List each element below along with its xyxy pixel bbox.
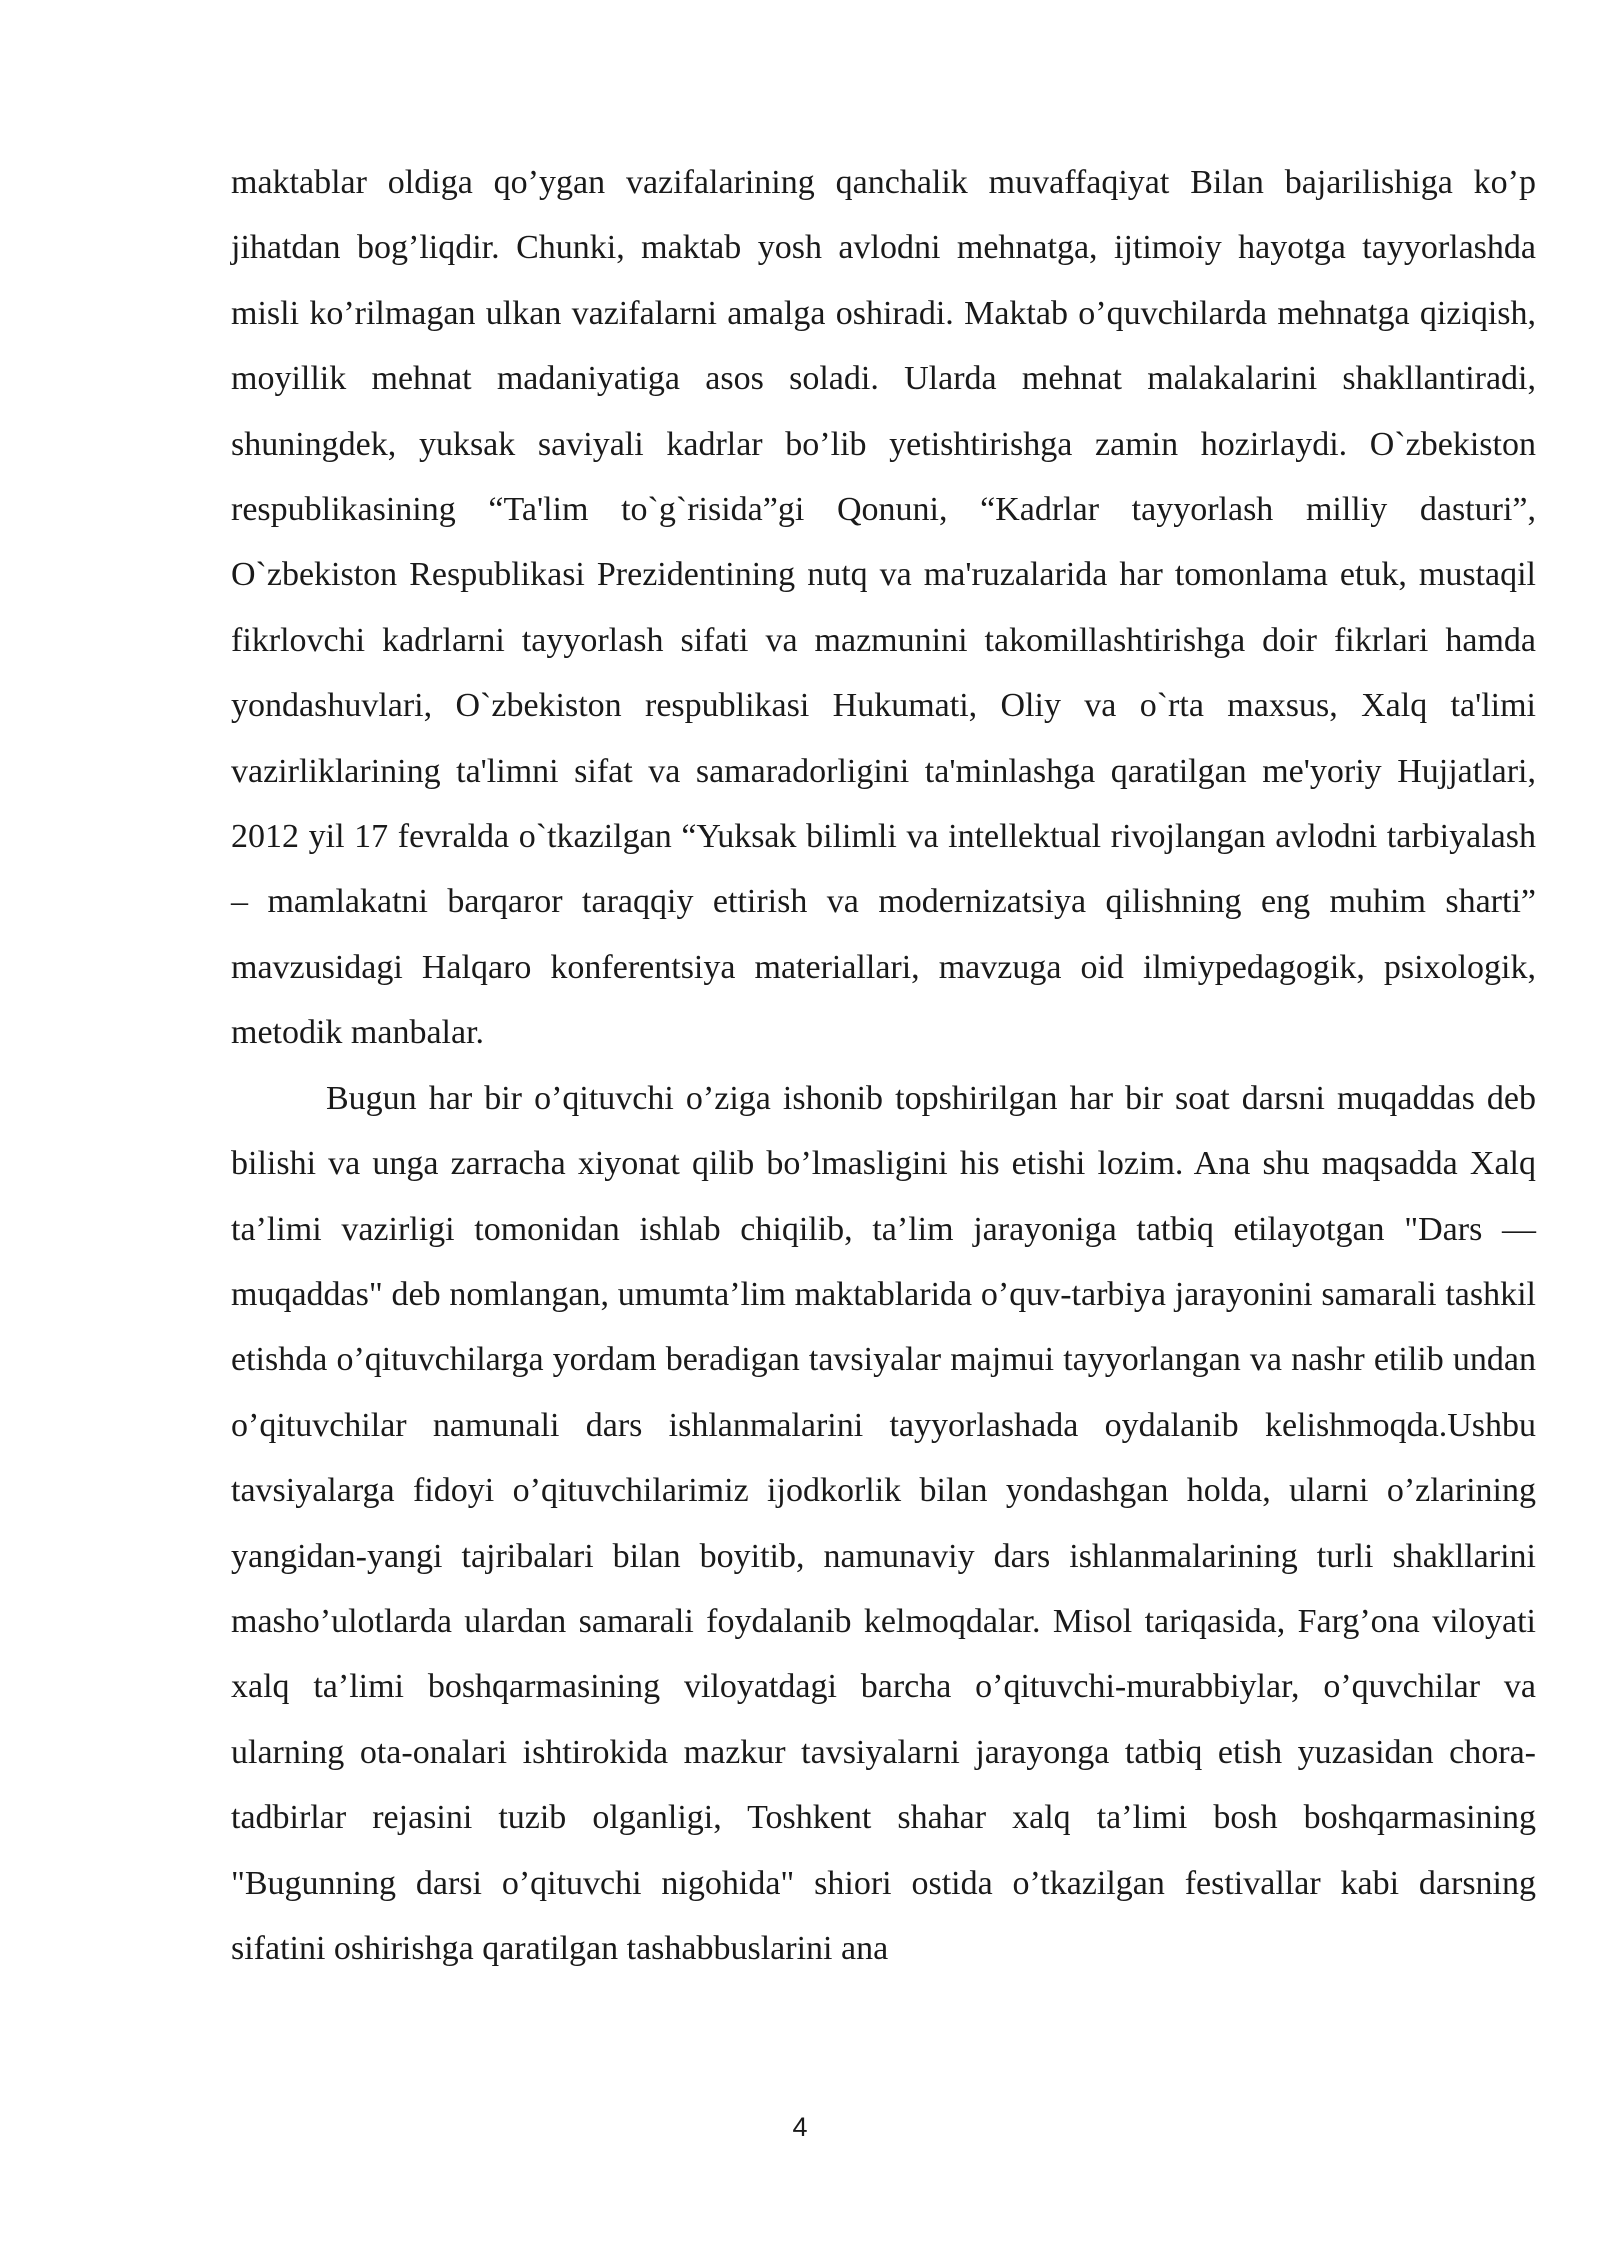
paragraph-2: Bugun har bir o’qituvchi o’ziga ishonib topshirilgan har bir soat darsni muqaddas deb bilishi va unga zarracha xiyonat qilib bo’lmasligini his etishi lozim. Ana shu maqsadda Xalq ta’limi vazirligi tomonidan ishlab chiqilib, ta’lim jarayoniga tatbiq etilayotgan "Dars — muqaddas" deb nomlangan, umumta’lim maktablarida o’quv-tarbiya jarayonini samarali tashkil etishda o’qituvchilarga yordam beradigan tavsiyalar majmui tayyorlangan va nashr etilib undan o’qituvchilar namunali dars ishlanmalarini tayyorlashada oydalanib kelishmoqda.Ushbu tavsiyalarga fidoyi o’qituvchilarimiz ijodkorlik bilan yondashgan holda, ularni o’zlarining yangidan-yangi tajribalari bilan boyitib, namunaviy dars ishlanmalarining turli shakllarini masho’ulotlarda ulardan samarali foydalanib kelmoqdalar. Misol tariqasida, Farg’ona viloyati xalq ta’limi boshqarmasining viloyatdagi barcha o’qituvchi-murabbiylar, o’quvchilar va ularning ota-onalari ishtirokida mazkur tavsiyalarni jarayonga tatbiq etish yuzasidan chora-tadbirlar rejasini tuzib olganligi, Toshkent shahar xalq ta’limi bosh boshqarmasining "Bugunning darsi o’qituvchi nigohida" shiori ostida o’tkazilgan festivallar kabi darsning sifatini oshirishga qaratilgan tashabbuslarini ana [231, 1079, 1536, 1967]
body-text [231, 150, 1536, 1981]
page-number: 4 [792, 2112, 808, 2142]
paragraph-1: maktablar oldiga qo’ygan vazifalarining qanchalik muvaffaqiyat Bilan bajarilishiga ko’p jihatdan bog’liqdir. Chunki, maktab yosh avlodni mehnatga, ijtimoiy hayotga tayyorlashda misli ko’rilmagan ulkan vazifalarni amalga oshiradi. Maktab o’quvchilarda mehnatga qiziqish, moyillik mehnat madaniyatiga asos soladi. Ularda mehnat malakalarini shakllantiradi, shuningdek, yuksak saviyali kadrlar bo’lib yetishtirishga zamin hozirlaydi. O`zbekiston respublikasining “Ta'lim to`g`risida”gi Qonuni, “Kadrlar tayyorlash milliy dasturi”, O`zbekiston Respublikasi Prezidentining nutq va ma'ruzalarida har tomonlama etuk, mustaqil fikrlovchi kadrlarni tayyorlash sifati va mazmunini takomillashtirishga doir fikrlari hamda yondashuvlari, O`zbekiston respublikasi Hukumati, Oliy va o`rta maxsus, Xalq ta'limi vazirliklarining ta'limni sifat va samaradorligini ta'minlashga qaratilgan me'yoriy Hujjatlari, 2012 yil 17 fevralda o`tkazilgan “Yuksak bilimli va intellektual rivojlangan avlodni tarbiyalash – mamlakatni barqaror taraqqiy ettirish va modernizatsiya qilishning eng muhim sharti” mavzusidagi Halqaro konferentsiya materiallari, mavzuga oid ilmiypedagogik, psixologik, metodik manbalar. [231, 164, 1536, 1052]
